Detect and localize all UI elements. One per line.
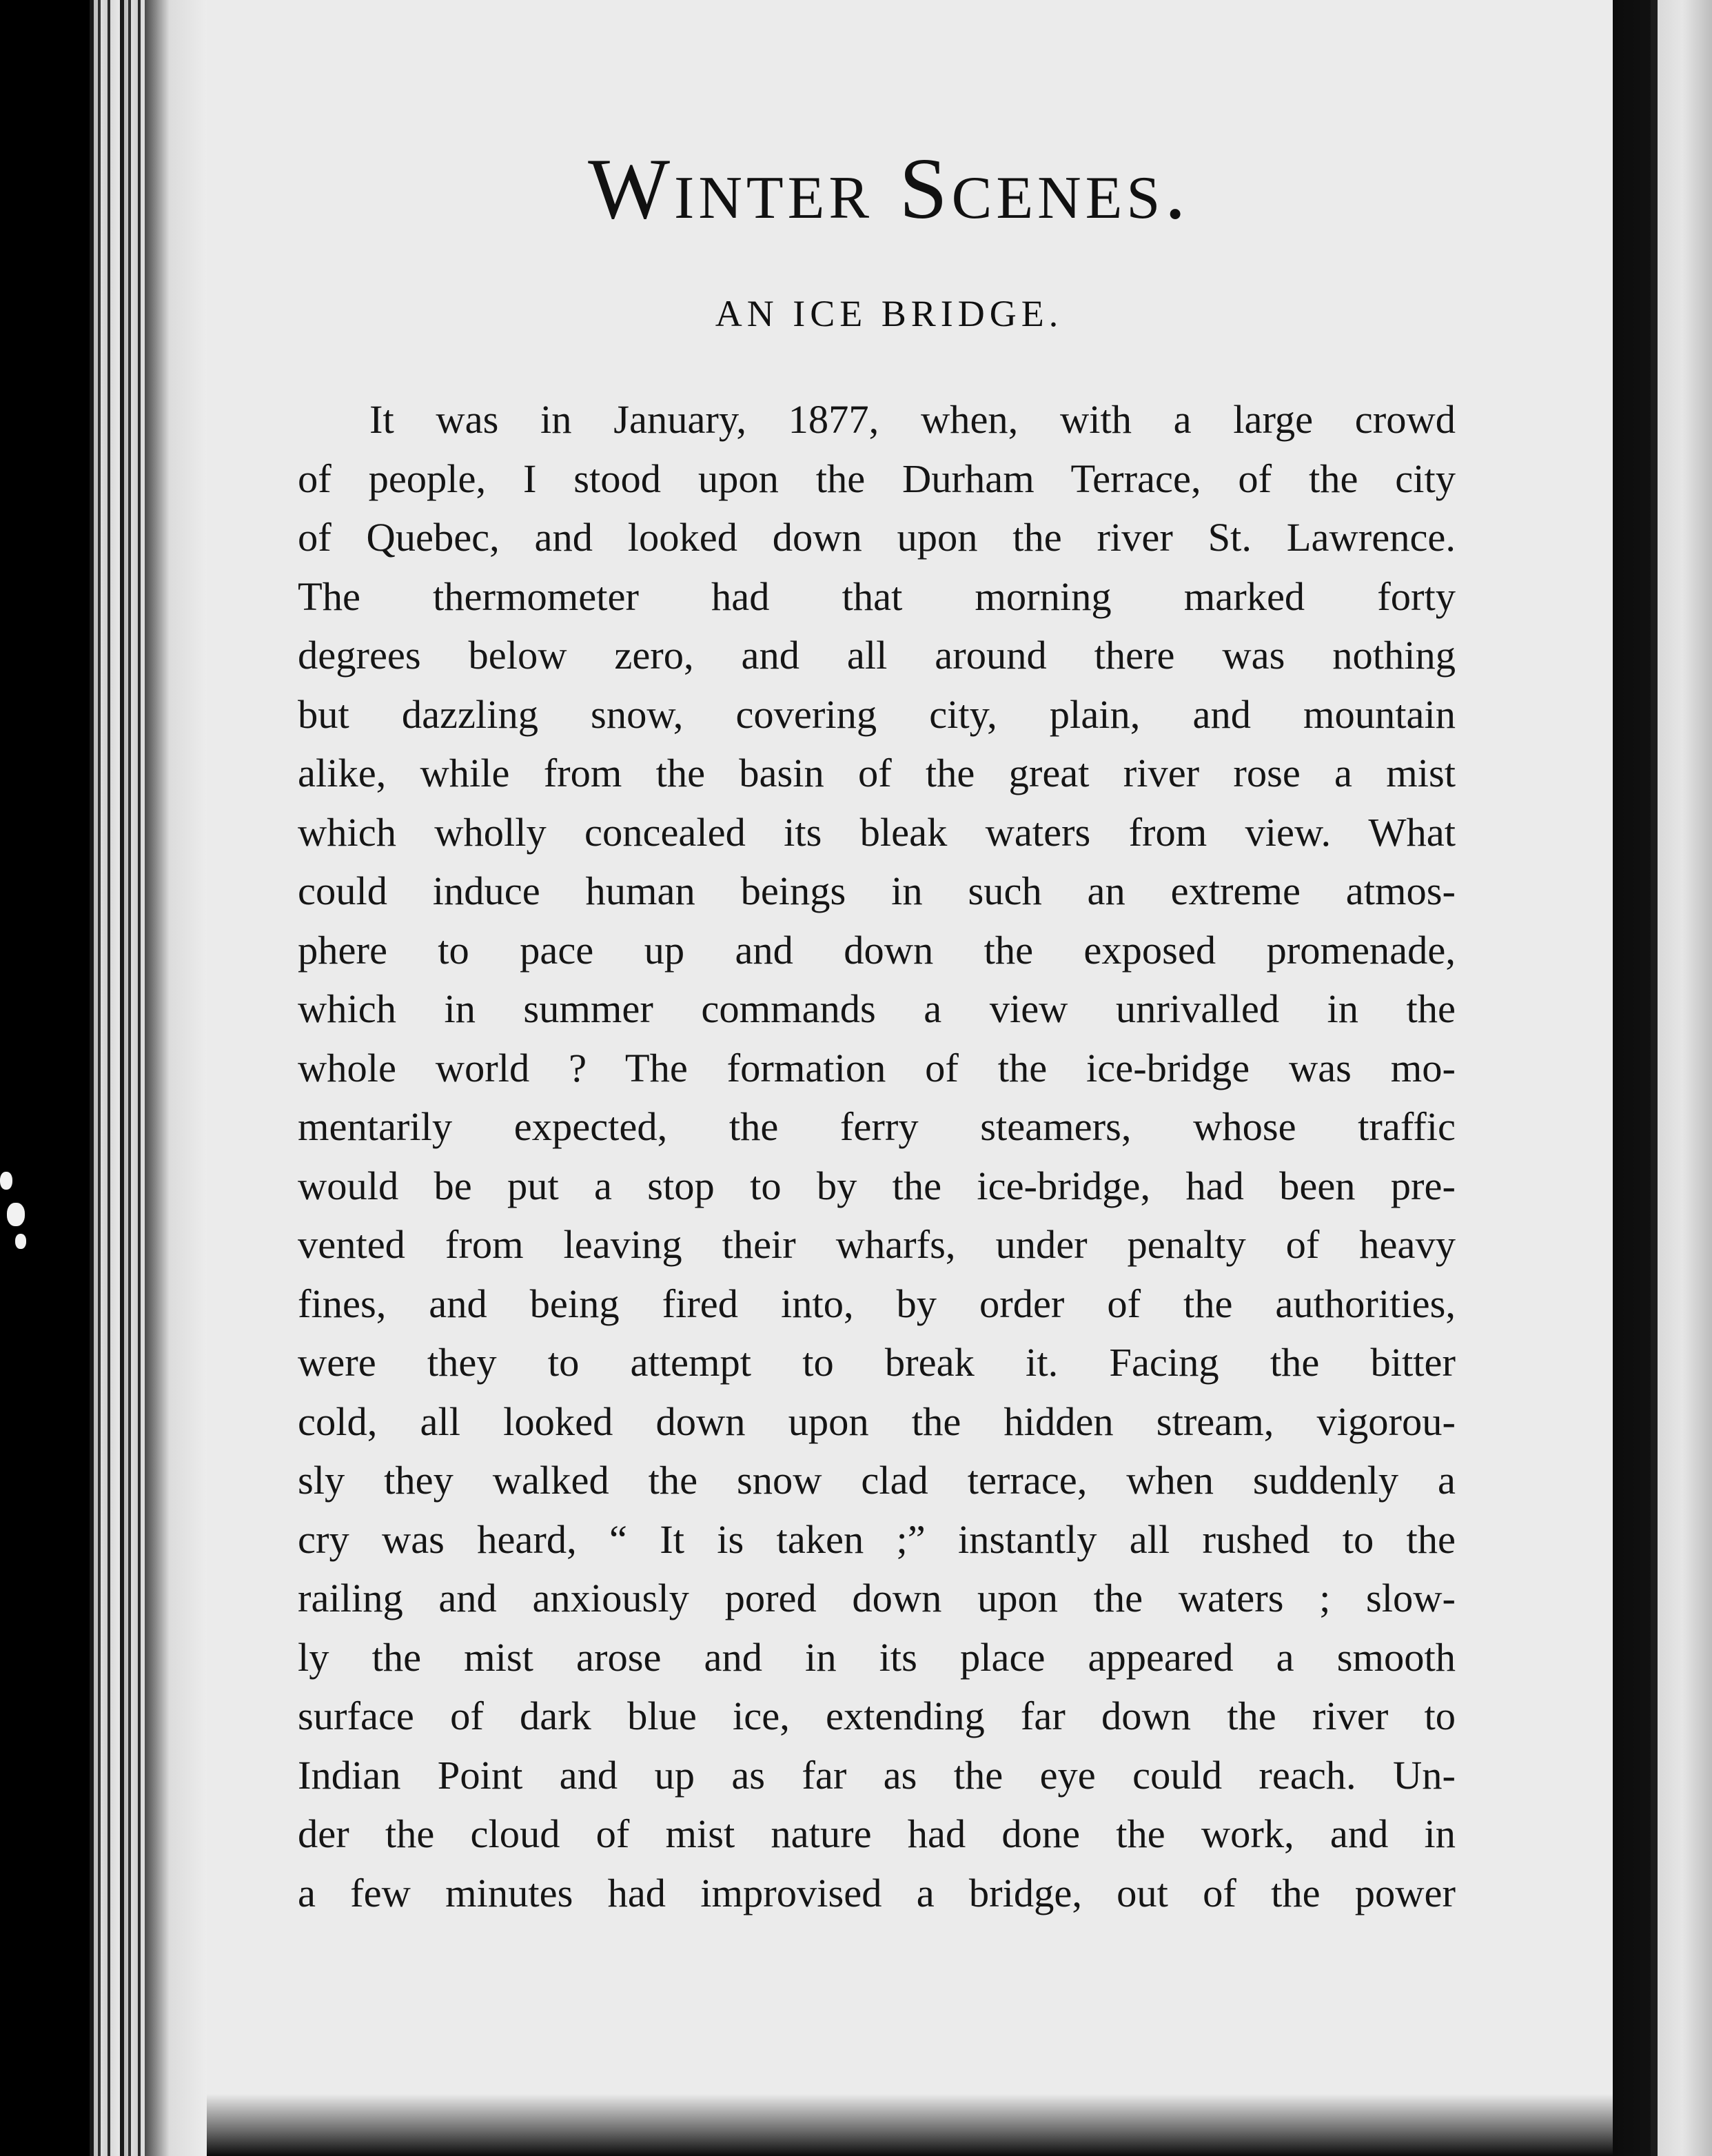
text-line: could induce human beings in such an extreme atmos- [298,868,1456,913]
text-line: were they to attempt to break it. Facing the bitter [298,1340,1456,1385]
body-text [298,390,1456,1922]
page-title: Winter Scenes. [588,141,1190,237]
text-line: of people, I stood upon the Durham Terrace, of the city [298,456,1456,501]
text-line: a few minutes had improvised a bridge, out of the power [298,1870,1456,1915]
text-line: Indian Point and up as far as the eye could reach. Un- [298,1752,1456,1798]
text-line: surface of dark blue ice, extending far down the river to [298,1694,1456,1738]
text-line: would be put a stop to by the ice-bridge, had been pre- [298,1163,1456,1208]
text-line: vented from leaving their wharfs, under penalty of heavy [298,1222,1456,1267]
text-line: cold, all looked down upon the hidden stream, vigorou- [298,1399,1456,1444]
text-line: It was in January, 1877, when, with a large crowd [369,397,1456,442]
text-line: der the cloud of mist nature had done the work, and in [298,1811,1456,1856]
page-bottom-shadow [207,2094,1613,2156]
text-line: fines, and being fired into, by order of the authorities, [298,1281,1456,1326]
edge-speck [0,1172,12,1190]
text-line: which in summer commands a view unrivalled in the [298,986,1456,1031]
edge-speck [15,1234,26,1249]
text-line: which wholly concealed its bleak waters from view. What [298,809,1456,855]
section-subtitle: AN ICE BRIDGE. [715,293,1063,334]
left-scan-margin [0,0,90,2156]
text-line: sly they walked the snow clad terrace, when suddenly a [298,1458,1456,1503]
text-line: railing and anxiously pored down upon the waters ; slow- [298,1576,1456,1620]
right-page-edge [1613,0,1712,2156]
text-line: ly the mist arose and in its place appeared a smooth [298,1634,1456,1680]
text-line: cry was heard, “ It is taken ;” instantly all rushed to the [298,1516,1456,1562]
text-line: but dazzling snow, covering city, plain, and mountain [298,691,1456,737]
binding-gutter [145,0,207,2156]
right-edge-line [1651,0,1658,2156]
text-line: mentarily expected, the ferry steamers, whose traffic [298,1104,1456,1149]
text-line: The thermometer had that morning marked forty [298,573,1456,619]
text-line: phere to pace up and down the exposed promenade, [298,927,1456,973]
text-line: whole world ? The formation of the ice-bridge was mo- [298,1045,1456,1090]
text-line: degrees below zero, and all around there was nothing [298,633,1456,678]
edge-speck [7,1203,25,1226]
text-line: of Quebec, and looked down upon the river St. Lawrence. [298,515,1456,560]
text-line: alike, while from the basin of the great river rose a mist [298,751,1456,795]
